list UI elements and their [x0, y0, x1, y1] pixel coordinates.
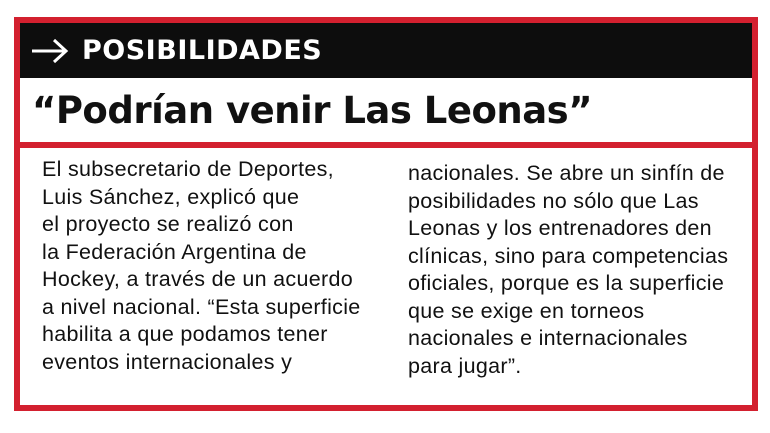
body-line: nacionales. Se abre un sinfín de [408, 161, 725, 185]
section-header [20, 23, 752, 78]
body-line: posibilidades no sólo que Las [408, 188, 699, 213]
body-line: nacionales e internacionales [408, 326, 688, 350]
body-line: oficiales, porque es la superficie [408, 271, 725, 295]
body-line: clínicas, sino para competencias [408, 243, 729, 268]
body-line: que se exige en torneos [408, 298, 645, 323]
body-line: para jugar”. [408, 353, 522, 378]
body-line: habilita a que podamos tener [42, 322, 328, 346]
body-line: Leonas y los entrenadores den [408, 216, 712, 240]
body-column-right [408, 160, 748, 380]
body-line: a nivel nacional. “Esta superficie [42, 294, 361, 319]
body-line: El subsecretario de Deportes, [42, 157, 334, 181]
body-line: Hockey, a través de un acuerdo [42, 267, 353, 291]
body-line: eventos internacionales y [42, 349, 293, 374]
body-line: Luis Sánchez, explicó que [42, 184, 300, 209]
body-line: la Federación Argentina de [42, 239, 307, 264]
divider [20, 142, 752, 148]
headline: “Podrían venir Las Leonas” [32, 89, 593, 132]
body-column-left [42, 156, 382, 376]
info-box [14, 17, 758, 411]
arrow-right-icon [30, 37, 70, 65]
section-label: POSIBILIDADES [82, 35, 323, 66]
body-line: el proyecto se realizó con [42, 212, 294, 236]
